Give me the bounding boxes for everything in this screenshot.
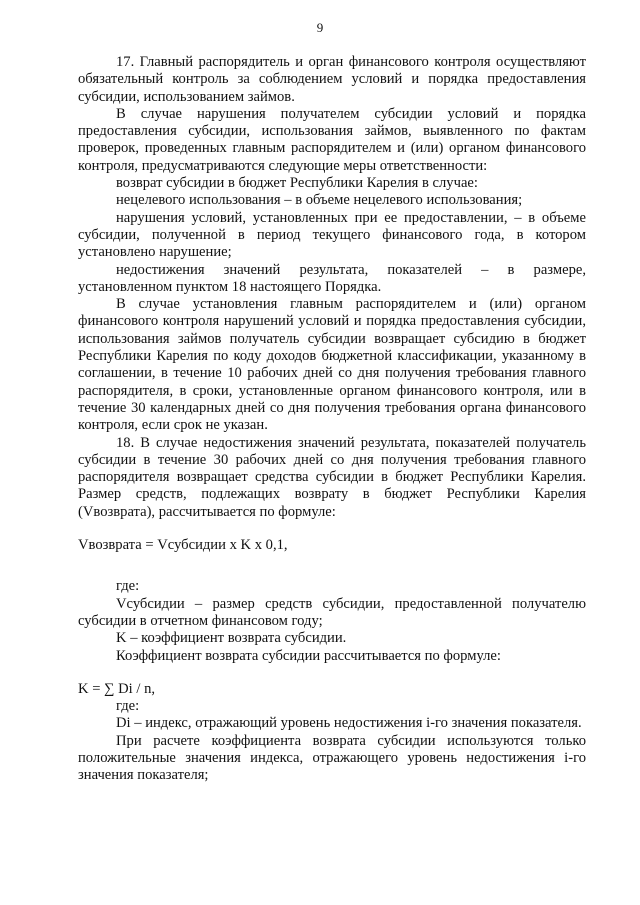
formula-refund-volume: Vвозврата = Vсубсидии x K x 0,1, xyxy=(78,537,288,554)
paragraph-conditions: нарушения условий, установленных при ее предоставлении, – в объеме субсидии, полученной в период текущего финансового года, в котором установлено нарушение; xyxy=(78,209,586,261)
paragraph-nonachievement: недостижения значений результата, показателей – в размере, установленном пунктом 18 настоящего Порядка. xyxy=(78,261,586,295)
paragraph-k-formula-intro: Коэффициент возврата субсидии рассчитывается по формуле: xyxy=(116,647,501,664)
formula-coefficient: K = ∑ Di / n, xyxy=(78,680,156,697)
paragraph-18: 18. В случае недостижения значений результата, показателей получатель субсидии в течение 30 рабочих дней со дня получения требования главного распорядителя возвращает средства субсидии в бюджет Республики Карелия. Размер средств, подлежащих возврату в бюджет Республики Карелия (Vвозврата), рассчитывается по формуле: xyxy=(78,434,586,520)
paragraph-violation: В случае нарушения получателем субсидии условий и порядка предоставления субсидии, использования займов, выявленного по фактам проверок, проведенных главным распорядителем и (или) органом финансового контроля, предусматриваются следующие меры ответственности: xyxy=(78,105,586,174)
paragraph-di-index: Di – индекс, отражающий уровень недостижения i-го значения показателя. xyxy=(116,715,582,732)
paragraph-17: 17. Главный распорядитель и орган финансового контроля осуществляют обязательный контроль за соблюдением условий и порядка предоставления субсидии, использованием займов. xyxy=(78,54,586,105)
paragraph-where-1: где: xyxy=(116,578,140,595)
page-number: 9 xyxy=(316,20,324,35)
paragraph-v-subsidy: Vсубсидии – размер средств субсидии, предоставленной получателю субсидии в отчетном финансовом году; xyxy=(78,595,586,629)
paragraph-positive-values: При расчете коэффициента возврата субсидии используются только положительные значения индекса, отражающего уровень недостижения i-го значения показателя; xyxy=(78,732,586,784)
paragraph-refund: возврат субсидии в бюджет Республики Карелия в случае: xyxy=(116,175,478,192)
paragraph-misuse: нецелевого использования – в объеме нецелевого использования; xyxy=(116,192,523,209)
paragraph-establishment: В случае установления главным распорядителем и (или) органом финансового контроля нарушений условий и порядка предоставления субсидии, использования займов получатель субсидии возвращает субсидию в бюджет Республики Карелия по коду доходов бюджетной классификации, указанному в соглашении, в течение 10 рабочих дней со дня получения требования главного распорядителя, в сроки, установленные органом финансового контроля, или в течение 30 календарных дней со дня получения требования органа финансового контроля, если срок не указан. xyxy=(78,296,586,434)
document-body xyxy=(78,54,586,785)
paragraph-k-coefficient: K – коэффициент возврата субсидии. xyxy=(116,630,347,647)
paragraph-where-2: где: xyxy=(116,698,140,715)
